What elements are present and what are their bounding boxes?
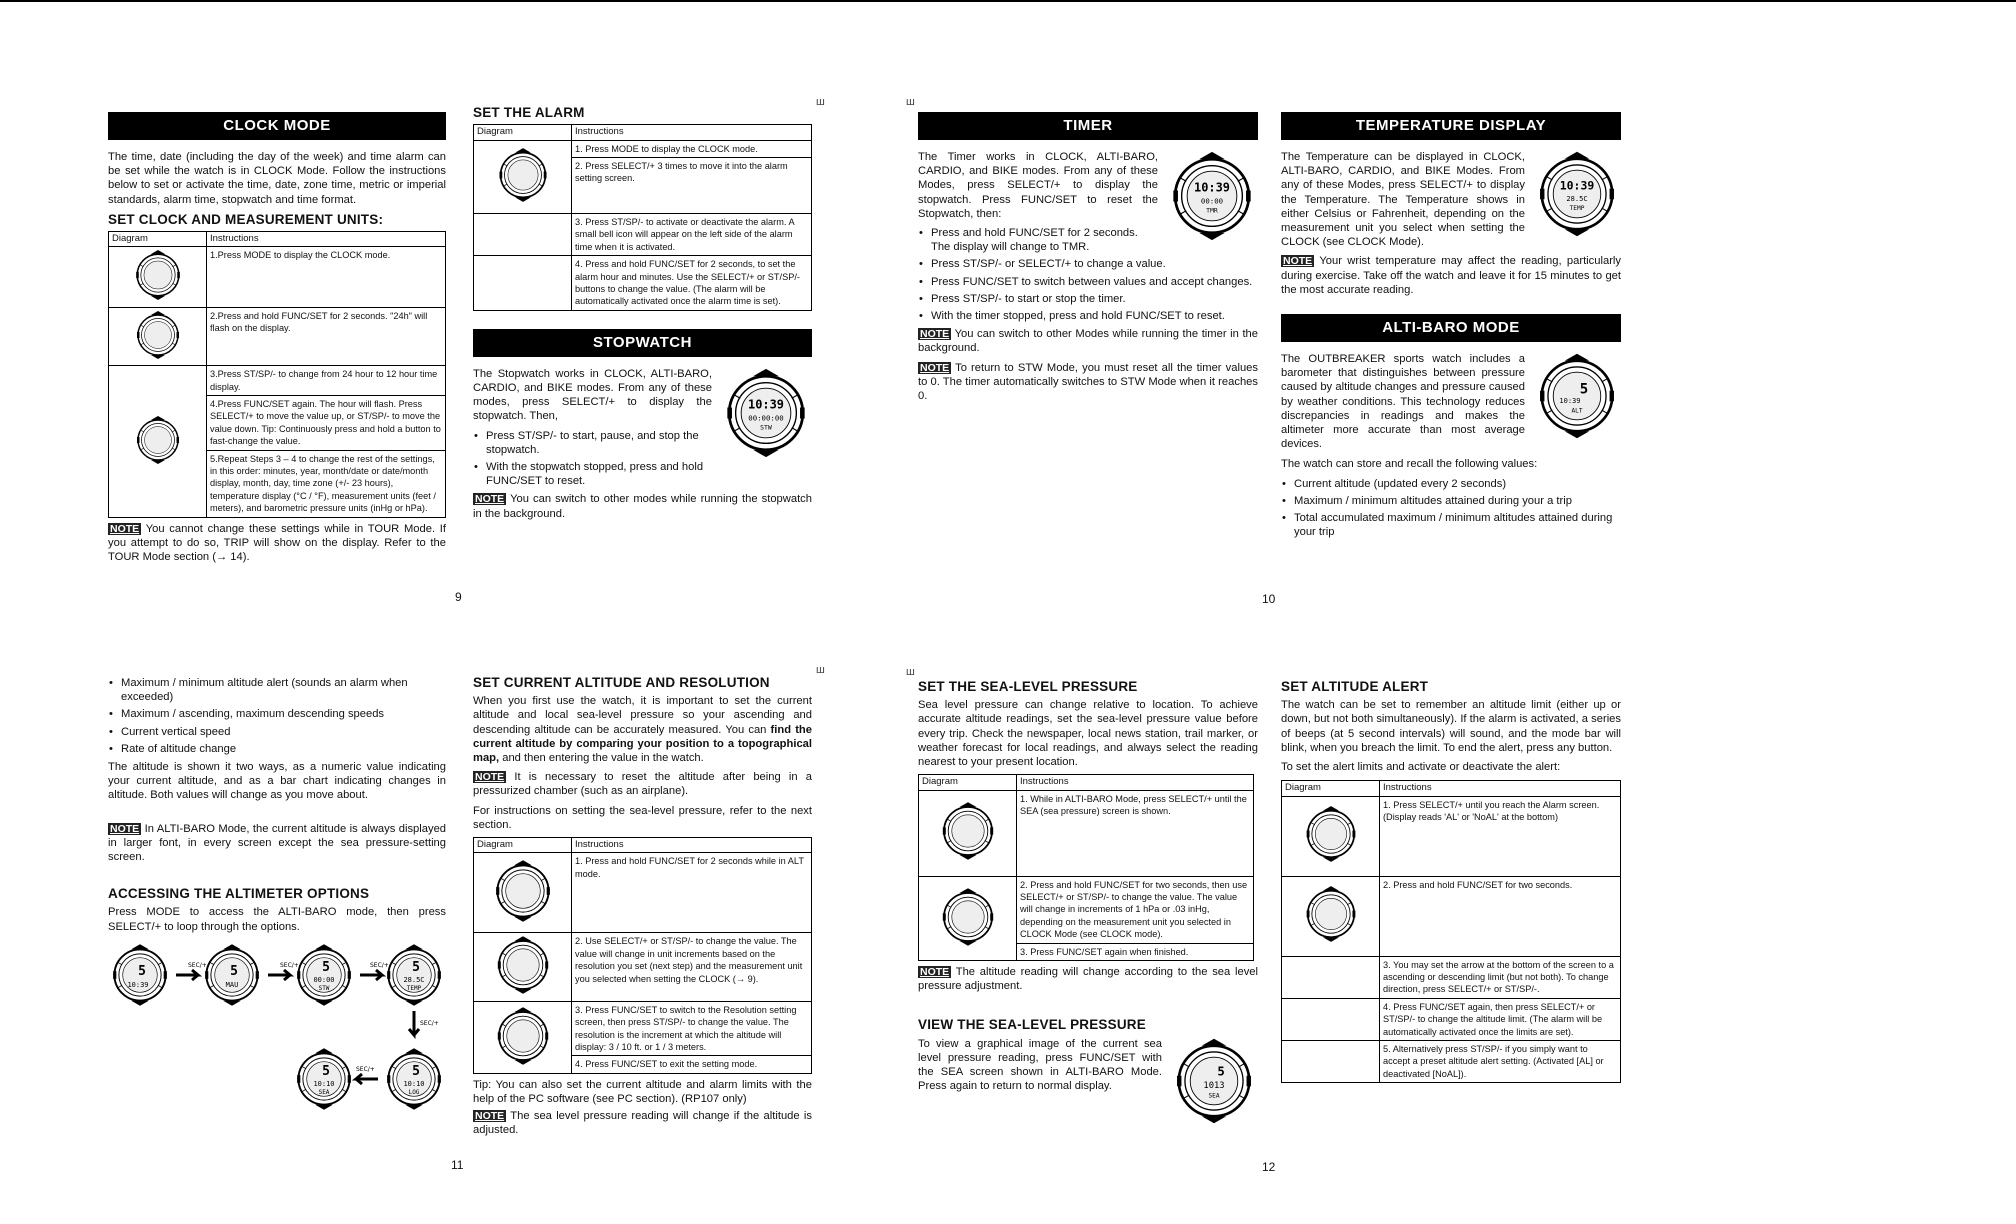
th-instructions: Instructions [1017,775,1254,790]
clock-step-5: 5.Repeat Steps 3 – 4 to change the rest of the settings, in this order: minutes, year, month/date or date/month display, month, day, time zone (+/- 23 hours), temperature display (°C / °F), measurement units (feet / meters), and barometric pressure units (inHg or hPa). [207,450,446,517]
list-item: • Current altitude (updated every 2 seconds) [1281,477,1621,491]
set-current-alt-heading: SET CURRENT ALTITUDE AND RESOLUTION [473,675,770,690]
temperature-note [1281,254,1621,297]
view-sea-level-heading: VIEW THE SEA-LEVEL PRESSURE [918,1017,1146,1033]
set-current-alt-note-2 [473,1109,812,1137]
watch-icon [495,147,551,203]
clock-diagram-2 [109,307,207,365]
p1-c: and then entering the value in the watch. [499,752,704,765]
alt-alert-steps-table [1281,780,1621,1083]
screen-altitude: 5 [322,1063,330,1079]
list-item: • Total accumulated maximum / minimum altitudes attained during your trip [1281,511,1621,539]
alt-diagram-3 [474,1001,572,1073]
alti-screen-4 [387,944,441,1005]
p1-b: find the current altitude by comparing your position to a topographical map, [473,723,812,765]
stopwatch-time: 10:39 [748,397,784,412]
alt-step-3: 3. Press FUNC/SET to switch to the Resolution setting screen, then press ST/SP/- to change the value. The resolution is the increment at which the altitude will display: 3 / 10 ft. or 1 / 3 meters. [572,1001,812,1056]
page-number-12: 12 [1262,1160,1276,1174]
sec-label: SEC/+ [356,1065,375,1073]
sea-level-tag: SEA [1208,1092,1220,1100]
alt-alert-section [1281,680,1621,1087]
alert-step-5: 5. Alternatively press ST/SP/- if you simply want to accept a preset altitude alert setting. (Activated [AL] or deactivated [NoAL]). [1380,1041,1621,1083]
alti-baro-tag: ALT [1571,407,1583,415]
alt-diagram-2 [474,933,572,1001]
list-item: • Current vertical speed [108,725,446,739]
set-current-alt-note-text: It is necessary to reset the altitude after being in a pressurized chamber (such as an airplane). [473,771,812,798]
timer-note-2 [918,361,1258,404]
arrow-right-icon [176,970,198,980]
alarm-step-4: 4. Press and hold FUNC/SET for 2 seconds, to set the alarm hour and minutes. Use the SELECT/+ or ST/SP/- buttons to change the value. (The alarm will be automatically activated once the alarm time is set). [572,256,812,311]
screen-time: 10:10 [313,1079,335,1088]
alti-screen-5 [387,1048,441,1109]
screen-tag: SEA [318,1088,330,1096]
watch-icon [491,859,555,923]
alert-diagram-1 [1282,796,1380,876]
clock-mode-intro: The time, date (including the day of the week) and time alarm can be set while the watch is in CLOCK Mode. Follow the instructions below to set or activate the time, date, zone time, metric or imperial standards, alarm time, stopwatch and time format. [108,151,446,206]
list-item: • Maximum / minimum altitude alert (sounds an alarm when exceeded) [108,676,446,704]
list-item: • Press ST/SP/- to start, pause, and stop the stopwatch. [473,429,812,457]
temperature-value: 28.5C [1566,194,1588,204]
temperature-note-text: Your wrist temperature may affect the reading, particularly during exercise. Take off the watch and leave it for 15 minutes to get the most accurate reading. [1281,255,1621,296]
list-item: • Rate of altitude change [108,742,446,756]
clock-steps-table [108,231,446,518]
list-item: • Maximum / ascending, maximum descending speeds [108,707,446,721]
alert-diagram-3 [1282,956,1380,998]
clock-diagram-3 [109,366,207,517]
alt-step-2: 2. Use SELECT/+ or ST/SP/- to change the value. The value will change in unit increments based on the resolution you set (next step) and the measurement unit you selected when setting the CLOCK (→ 9). [572,933,812,1001]
clock-step-1: 1.Press MODE to display the CLOCK mode. [207,247,446,307]
temperature-section [1281,112,1621,543]
stopwatch-note [473,492,812,520]
altitude-steps-table [473,837,812,1074]
sea-level-steps-table [918,774,1254,961]
alert-diagram-5 [1282,1041,1380,1083]
sea-level-heading: SET THE SEA-LEVEL PRESSURE [918,679,1138,694]
th-diagram: Diagram [474,125,572,140]
watch-icon [132,249,184,301]
sea-level-note-text: The altitude reading will change according to the sea level pressure adjustment. [918,966,1259,993]
altimeter-options-diagram [108,943,446,1123]
alti-baro-store: The watch can store and recall the following values: [1281,458,1538,471]
timer-counter: 00:00 [1200,196,1224,206]
top-rule [0,0,2016,2]
timer-time: 10:39 [1194,180,1230,195]
view-sea-level-text: To view a graphical image of the current sea level pressure reading, press FUNC/SET with the SEA screen shown in ALTI-BARO Mode. Press again to return to normal display. [918,1037,1162,1093]
watch-icon [1302,885,1360,943]
sea-level-altitude: 5 [1217,1064,1225,1079]
alert-diagram-2 [1282,876,1380,956]
timer-tag: TMR [1206,206,1218,215]
clock-mode-section [108,112,446,569]
alert-step-1: 1. Press SELECT/+ until you reach the Alarm screen. (Display reads 'AL' or 'NoAL' at the bottom) [1380,796,1621,876]
screen-tag: MAU [225,980,239,989]
watch-icon [1170,1037,1258,1125]
th-diagram: Diagram [919,775,1017,790]
screen-temp: 28.5C [403,975,425,984]
watch-icon [493,935,553,995]
th-diagram: Diagram [109,232,207,247]
timer-intro: The Timer works in CLOCK, ALTI-BARO, CARDIO, and BIKE modes. From any of these Modes, press SELECT/+ to display the stopwatch. Press FUNC/SET to reset the Stopwatch, then: [918,151,1158,220]
alert-step-4: 4. Press FUNC/SET again, then press SELECT/+ or ST/SP/- to change the altitude limit. (The alarm will be automatically activated once the limits are set). [1380,998,1621,1040]
list-item: • With the stopwatch stopped, press and hold FUNC/SET to reset. [473,460,812,488]
watch-icon [493,1006,553,1066]
temperature-watch [1533,150,1621,242]
arrow-down-icon [409,1011,419,1035]
page-number-10: 10 [1262,592,1276,606]
note-label: NOTE [920,966,950,979]
list-item: • Press FUNC/SET to switch between values and accept changes. [918,275,1258,289]
list-item: • With the timer stopped, press and hold FUNC/SET to reset. [918,309,1258,323]
sea-diagram-1 [919,790,1017,876]
alarm-step-1: 1. Press MODE to display the CLOCK mode. [572,140,812,157]
arrow-left-icon [356,1074,378,1084]
alti-baro-intro: The OUTBREAKER sports watch includes a barometer that distinguishes between pressure caused by altitude changes and pressure caused by weather conditions. This technology reduces discrepancies in readings and makes the altimeter more accurate than most average devices. [1281,353,1525,451]
note-label: NOTE [475,1110,505,1123]
sec-label: SEC/+ [280,961,299,969]
alert-diagram-4 [1282,998,1380,1040]
watch-icon [1533,150,1621,238]
alti-screen-3 [297,944,351,1005]
screen-altitude: 5 [230,963,238,979]
alt-alert-heading: SET ALTITUDE ALERT [1281,679,1429,694]
sea-level-pressure: 1013 [1203,1080,1225,1091]
timer-bullets [918,226,1258,323]
set-current-alt-section [473,676,812,1143]
alt-diagram-1 [474,853,572,933]
clock-note [108,522,446,565]
alti-baro-bullets [1281,477,1621,540]
clock-mode-title: CLOCK MODE [108,112,446,140]
altitude-shown: The altitude is shown it two ways, as a numeric value indicating your current altitude, and as a bar chart indicating changes in altitude. Both values will change as you move about. [108,761,446,802]
note-label: NOTE [475,493,505,506]
alarm-step-3: 3. Press ST/SP/- to activate or deactivate the alarm. A small bell icon will appear on the left side of the alarm time when it is activated. [572,214,812,256]
watch-icon [938,887,998,947]
timer-note-1-text: You can switch to other Modes while running the timer in the background. [918,328,1259,355]
alti-baro-title: ALTI-BARO MODE [1281,314,1621,342]
list-item: • Press ST/SP/- to start or stop the timer. [918,292,1258,306]
alarm-step-2: 2. Press SELECT/+ 3 times to move it into the alarm setting screen. [572,158,812,214]
altitude-bullets [108,676,446,756]
temperature-tag: TEMP [1569,204,1585,212]
set-current-alt-note [473,770,812,798]
set-current-alt-tip: Tip: You can also set the current altitude and alarm limits with the help of the PC software (see PC section). (RP107 only) [473,1078,812,1106]
arrow-right-icon [268,970,290,980]
timer-title: TIMER [918,112,1258,140]
alti-screen-1 [113,944,167,1005]
clock-diagram-1 [109,247,207,307]
alarm-diagram-3 [474,256,572,311]
sea-level-section [918,680,1258,1133]
set-alarm-heading: SET THE ALARM [473,105,585,120]
alt-step-4: 4. Press FUNC/SET to exit the setting mode. [572,1056,812,1073]
edge-mark: ш [816,664,825,676]
th-instructions: Instructions [207,232,446,247]
temperature-intro: The Temperature can be displayed in CLOCK, ALTI-BARO, CARDIO, and BIKE Modes. From any of these Modes, press SELECT/+ to display the Temperature. The Temperature shows in either Celsius or Fahrenheit, depending on the measurement unit you select when setting the CLOCK (see CLOCK Mode). [1281,151,1525,249]
stopwatch-counter: 00:00:00 [748,413,784,423]
p1-a: When you first use the watch, it is important to set the current altitude and local sea-level pressure so your ascending and descending altitude can be accurately measured. You can [473,695,812,736]
altitude-note [108,822,446,865]
alert-step-2: 2. Press and hold FUNC/SET for two seconds. [1380,876,1621,956]
watch-icon [938,801,998,861]
arrow-right-icon [360,970,382,980]
edge-mark: ш [906,666,915,678]
set-current-alt-p2: For instructions on setting the sea-level pressure, refer to the next section. [473,804,812,831]
alarm-diagram-2 [474,214,572,256]
screen-altitude: 5 [138,963,146,979]
clock-note-text: You cannot change these settings while in TOUR Mode. If you attempt to do so, TRIP will show on the display. Refer to the TOUR Mode section (→ 14). [108,522,446,564]
screen-tag: LOG [408,1088,420,1096]
note-label: NOTE [110,522,140,535]
edge-mark: ш [906,96,915,108]
timer-note-1 [918,327,1258,355]
stopwatch-note-text: You can switch to other modes while running the stopwatch in the background. [473,493,812,520]
sea-level-watch [1170,1037,1258,1129]
alt-step-1: 1. Press and hold FUNC/SET for 2 seconds while in ALT mode. [572,853,812,933]
note-label: NOTE [1283,255,1313,268]
set-current-alt-note-2-text: The sea level pressure reading will change if the altitude is adjusted. [473,1110,813,1137]
screen-altitude: 5 [412,1063,420,1079]
page-number-11: 11 [451,1158,464,1172]
watch-icon [1302,805,1360,863]
list-item: • Press and hold FUNC/SET for 2 seconds. The display will change to TMR. [918,226,1258,254]
th-diagram: Diagram [1282,781,1380,796]
alti-baro-watch [1533,352,1621,444]
sec-label: SEC/+ [370,961,389,969]
note-label: NOTE [920,361,950,374]
screen-tag: TEMP [406,984,422,992]
clock-step-3: 3.Press ST/SP/- to change from 24 hour to 12 hour time display. [207,366,446,396]
th-diagram: Diagram [474,838,572,853]
alarm-section [473,106,812,526]
timer-section [918,112,1258,408]
clock-step-2: 2.Press and hold FUNC/SET for 2 seconds. "24h" will flash on the display. [207,307,446,365]
list-item: • Maximum / minimum altitudes attained during your a trip [1281,494,1621,508]
stopwatch-intro: The Stopwatch works in CLOCK, ALTI-BARO, CARDIO, and BIKE modes. From any of these modes, press SELECT/+ to display the stopwatch. Then, [473,367,712,423]
th-instructions: Instructions [572,838,812,853]
alarm-diagram-1 [474,140,572,213]
watch-icon [133,415,183,465]
sec-label: SEC/+ [420,1019,439,1027]
note-label: NOTE [110,822,140,835]
sea-level-note [918,965,1258,993]
temperature-time: 10:39 [1559,178,1595,193]
set-current-alt-p1 [473,694,812,765]
accessing-text: Press MODE to access the ALTI-BARO mode, then press SELECT/+ to loop through the options. [108,906,446,933]
screen-altitude: 5 [412,959,420,975]
page11-left [108,674,446,1127]
watch-icon [133,310,183,360]
page-number-9: 9 [455,590,462,604]
note-label: NOTE [920,328,950,341]
alt-alert-intro: The watch can be set to remember an altitude limit (either up or down, but not both simultaneously). If the alarm is activated, a series of beeps (at 5 second intervals) will sound, and the mode bar will blink, when you breach the limit. To end the alert, press any button. [1281,699,1621,754]
altitude-note-text: In ALTI-BARO Mode, the current altitude is always displayed in larger font, in every screen except the sea pressure-setting screen. [108,822,447,864]
clock-step-4: 4.Press FUNC/SET again. The hour will flash. Press SELECT/+ to move the value up, or ST/SP/- to move the value down. Tip: Continuously press and hold a button to fast-change the value. [207,396,446,451]
list-item: • Press ST/SP/- or SELECT/+ to change a value. [918,257,1258,271]
screen-altitude: 5 [322,959,330,975]
accessing-heading: ACCESSING THE ALTIMETER OPTIONS [108,886,370,902]
alarm-steps-table [473,124,812,311]
sec-label: SEC/+ [188,961,207,969]
stopwatch-title: STOPWATCH [473,329,812,357]
th-instructions: Instructions [1380,781,1621,796]
alti-baro-time: 10:39 [1559,396,1581,406]
watch-icon [1533,352,1621,440]
sea-step-2: 2. Press and hold FUNC/SET for two seconds, then use SELECT/+ or ST/SP/- to change the value. The value will change in increments of 1 hPa or .03 inHg, depending on the measurement unit you selected in CLOCK Mode (see CLOCK mode). [1017,876,1254,943]
alti-screen-2 [205,944,259,1005]
timer-note-2-text: To return to STW Mode, you must reset all the timer values to 0. The timer automatically switches to STW Mode when it reaches 0. [918,361,1259,403]
alti-baro-altitude: 5 [1579,381,1589,398]
sea-diagram-2 [919,876,1017,960]
screen-time: 10:39 [127,980,149,989]
note-label: NOTE [475,771,505,784]
stopwatch-tag: STW [760,423,772,432]
alti-screen-6 [297,1048,351,1109]
sea-step-1: 1. While in ALTI-BARO Mode, press SELECT/+ until the SEA (sea pressure) screen is shown. [1017,790,1254,876]
sea-step-3: 3. Press FUNC/SET again when finished. [1017,943,1254,960]
screen-tag: STW [318,984,330,992]
edge-mark: ш [816,96,825,108]
screen-time: 00:00 [313,975,335,984]
sea-level-intro: Sea level pressure can change relative to location. To achieve accurate altitude readings, set the sea-level pressure value before every trip. Check the newspaper, local news station, trail marker, or weather forecast for local readings, and always select the reading nearest to your present location. [918,699,1258,769]
set-clock-heading: SET CLOCK AND MEASUREMENT UNITS: [108,211,384,227]
temperature-title: TEMPERATURE DISPLAY [1281,112,1621,140]
alt-alert-intro-2: To set the alert limits and activate or deactivate the alert: [1281,761,1561,774]
alert-step-3: 3. You may set the arrow at the bottom of the screen to a ascending or descending limit (but not both). To change direction, press SELECT/+ or ST/SP/-. [1380,956,1621,998]
screen-time: 10:10 [403,1079,425,1088]
th-instructions: Instructions [572,125,812,140]
